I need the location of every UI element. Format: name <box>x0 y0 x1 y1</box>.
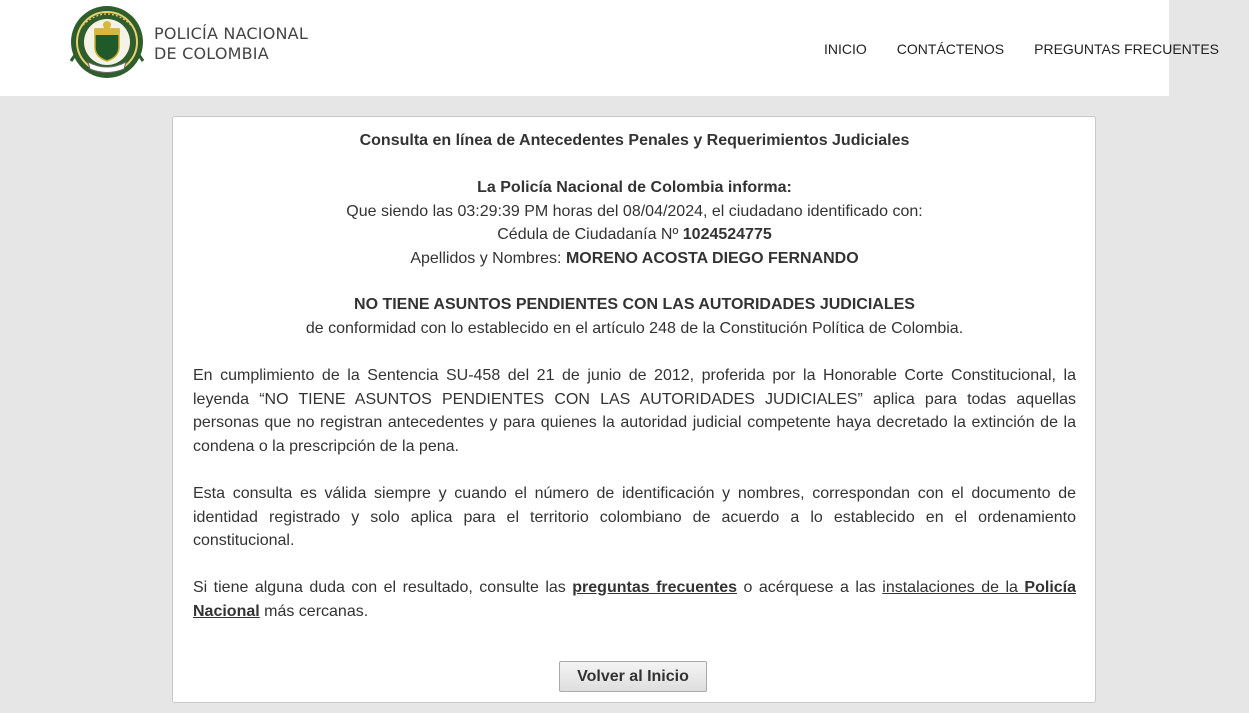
back-to-home-button[interactable]: Volver al Inicio <box>559 661 707 692</box>
help-text-3: más cercanas. <box>259 602 369 620</box>
timestamp-suffix: , el ciudadano identificado con: <box>703 202 923 220</box>
document-line <box>193 223 1076 247</box>
status-message: NO TIENE ASUNTOS PENDIENTES CON LAS AUTORIDADES JUDICIALES <box>354 296 915 313</box>
citizen-name: MORENO ACOSTA DIEGO FERNANDO <box>565 249 859 267</box>
installations-link-bold: Policía Nacional <box>193 579 1076 620</box>
query-time: 03:29:39 PM <box>457 202 549 220</box>
status-block <box>193 293 1076 340</box>
sentencia-paragraph: En cumplimiento de la Sentencia SU-458 del 21 de junio de 2012, proferida por la Honorable Corte Constitucional, la leyenda “NO TIENE ASUNTOS PENDIENTES CON LAS AUTORIDADES JUDICIALES” aplica para todas aquellas personas que no registran antecedentes y para quienes la autoridad judicial competente haya decretado la extinción de la condena o la prescripción de la pena. <box>193 367 1076 455</box>
nav-inicio-link[interactable]: INICIO <box>824 41 867 57</box>
main-nav <box>824 41 1249 57</box>
status-note: de conformidad con lo establecido en el artículo 248 de la Constitución Política de Colombia. <box>305 319 964 337</box>
brand-name <box>154 24 308 64</box>
help-text-2: o acérquese a las <box>737 579 883 596</box>
informa-heading: La Policía Nacional de Colombia informa: <box>477 179 792 196</box>
name-line <box>193 247 1076 271</box>
name-label: Apellidos y Nombres: <box>410 249 566 267</box>
citizen-info <box>193 176 1076 270</box>
query-date: 08/04/2024 <box>622 202 703 220</box>
timestamp-prefix: Que siendo las <box>346 202 458 220</box>
query-timestamp-line <box>193 200 1076 224</box>
validity-paragraph: Esta consulta es válida siempre y cuando el número de identificación y nombres, correspondan con el documento de identidad registrado y solo aplica para el territorio colombiano de acuerdo a lo establecido en el ordenamiento constitucional. <box>193 485 1076 549</box>
document-label: Cédula de Ciudadanía Nº <box>497 226 683 243</box>
result-panel <box>172 116 1096 703</box>
nav-contactenos-link[interactable]: CONTÁCTENOS <box>896 41 1005 57</box>
brand-line-1: POLICÍA NACIONAL <box>154 24 308 43</box>
policia-shield-emblem-icon[interactable] <box>69 5 145 79</box>
help-paragraph <box>193 576 1076 623</box>
result-title: Consulta en línea de Antecedentes Penales y Requerimientos Judiciales <box>359 132 910 149</box>
site-header <box>0 0 1219 96</box>
help-text-1: Si tiene alguna duda con el resultado, consulte las <box>193 579 573 596</box>
document-number: 1024524775 <box>682 226 772 243</box>
nav-preguntas-frecuentes-link[interactable]: PREGUNTAS FRECUENTES <box>1034 41 1219 57</box>
timestamp-mid: horas del <box>548 202 623 220</box>
installations-link-text: instalaciones de la <box>882 579 1025 596</box>
brand-line-2: DE COLOMBIA <box>154 44 269 63</box>
faq-link[interactable]: preguntas frecuentes <box>572 579 737 596</box>
